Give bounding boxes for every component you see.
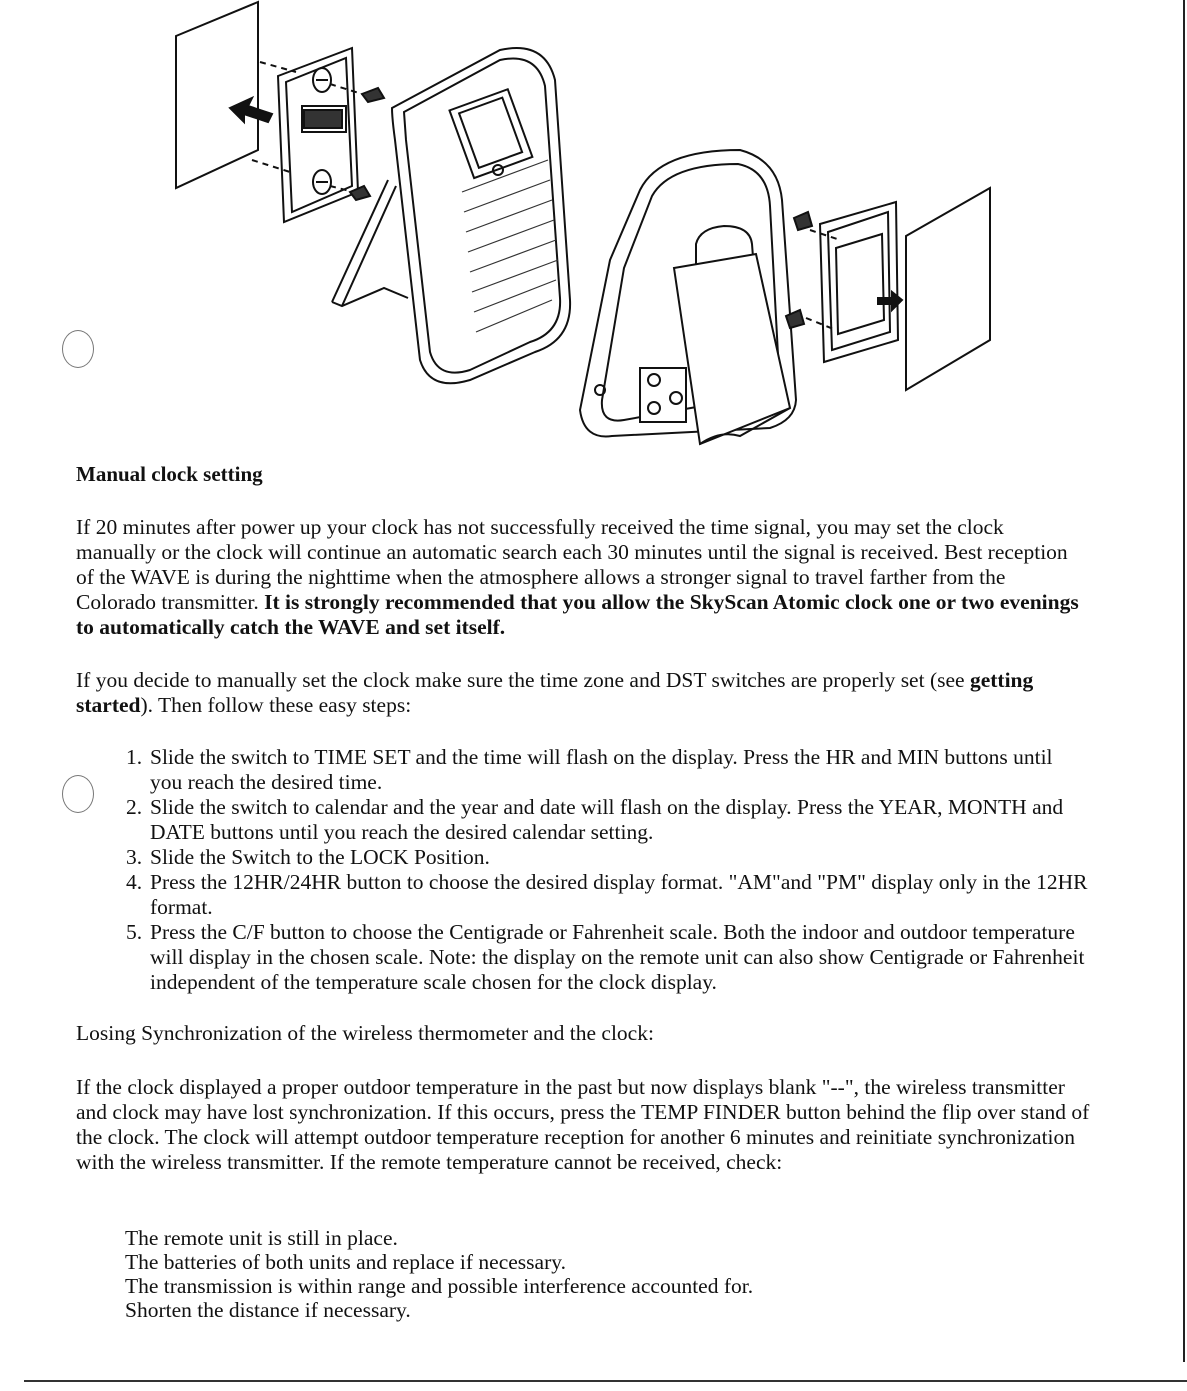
- step-text: Slide the switch to TIME SET and the time will flash on the display. Press the HR and MIN buttons until you reach the desired time.: [150, 745, 1053, 794]
- step-text: Press the C/F button to choose the Centigrade or Fahrenheit scale. Both the indoor and outdoor temperature will display in the chosen scale. Note: the display on the remote unit can also show Centigrade or Fahrenheit independent of the temperature scale chosen for the clock display.: [150, 920, 1085, 994]
- list-item: Shorten the distance if necessary.: [125, 1298, 411, 1322]
- clock-back-unit: [580, 150, 796, 444]
- page-border-bottom: [24, 1380, 1187, 1382]
- step-text: Slide the switch to calendar and the year and date will flash on the display. Press the YEAR, MONTH and DATE buttons until you reach the desired calendar setting.: [150, 795, 1064, 844]
- list-item: The remote unit is still in place.: [125, 1226, 398, 1250]
- list-item: [126, 745, 1090, 795]
- binder-hole: [62, 775, 94, 813]
- mounting-illustration: [0, 0, 1187, 460]
- list-item: The transmission is within range and possible interference accounted for.: [125, 1274, 754, 1298]
- check-list: [125, 1226, 753, 1322]
- step-number: 5.: [126, 920, 143, 944]
- instructions-paragraph: [76, 668, 1086, 718]
- recommendation-text: It is strongly recommended that you allow the SkyScan Atomic clock one or two evenings to automatically catch the WAVE and set itself.: [76, 590, 1079, 639]
- step-number: 3.: [126, 845, 143, 869]
- list-item: [126, 845, 1090, 870]
- intro-paragraph: [76, 515, 1086, 640]
- step-number: 4.: [126, 870, 143, 894]
- wall-sheet-left: [176, 2, 258, 188]
- list-item: [126, 795, 1090, 845]
- wall-bracket-right: [806, 202, 898, 362]
- getting-started-reference: getting started: [76, 668, 1034, 717]
- instructions-text: If you decide to manually set the clock make sure the time zone and DST switches are properly set (see: [76, 668, 965, 692]
- list-item: [126, 920, 1090, 995]
- step-text: Press the 12HR/24HR button to choose the desired display format. "AM"and "PM" display only in the 12HR format.: [150, 870, 1088, 919]
- step-number: 1.: [126, 745, 143, 769]
- section-heading: Manual clock setting: [76, 462, 263, 486]
- intro-text: If 20 minutes after power up your clock has not successfully received the time signal, you may set the clock manually or the clock will continue an automatic search each 30 minutes until the signal is received. Best reception of the WAVE is during the nighttime when the atmosphere allows a stronger signal to travel farther from the Colorado transmitter.: [76, 515, 1068, 614]
- wall-sheet-right: [906, 188, 990, 390]
- instructions-text-end: ). Then follow these easy steps:: [140, 693, 412, 717]
- sync-heading: Losing Synchronization of the wireless thermometer and the clock:: [76, 1021, 654, 1045]
- list-item: The batteries of both units and replace if necessary.: [125, 1250, 566, 1274]
- sync-paragraph: If the clock displayed a proper outdoor temperature in the past but now displays blank "--", the wireless transmitter and clock may have lost synchronization. If this occurs, press the TEMP FINDER button behind the flip over stand of the clock. The clock will attempt outdoor temperature reception for another 6 minutes and reinitiate synchronization with the wireless transmitter. If the remote temperature cannot be received, check:: [76, 1075, 1090, 1174]
- steps-list: [126, 745, 1090, 995]
- list-item: [126, 870, 1090, 920]
- step-number: 2.: [126, 795, 143, 819]
- step-text: Slide the Switch to the LOCK Position.: [150, 845, 490, 869]
- wall-bracket-left: [252, 48, 362, 222]
